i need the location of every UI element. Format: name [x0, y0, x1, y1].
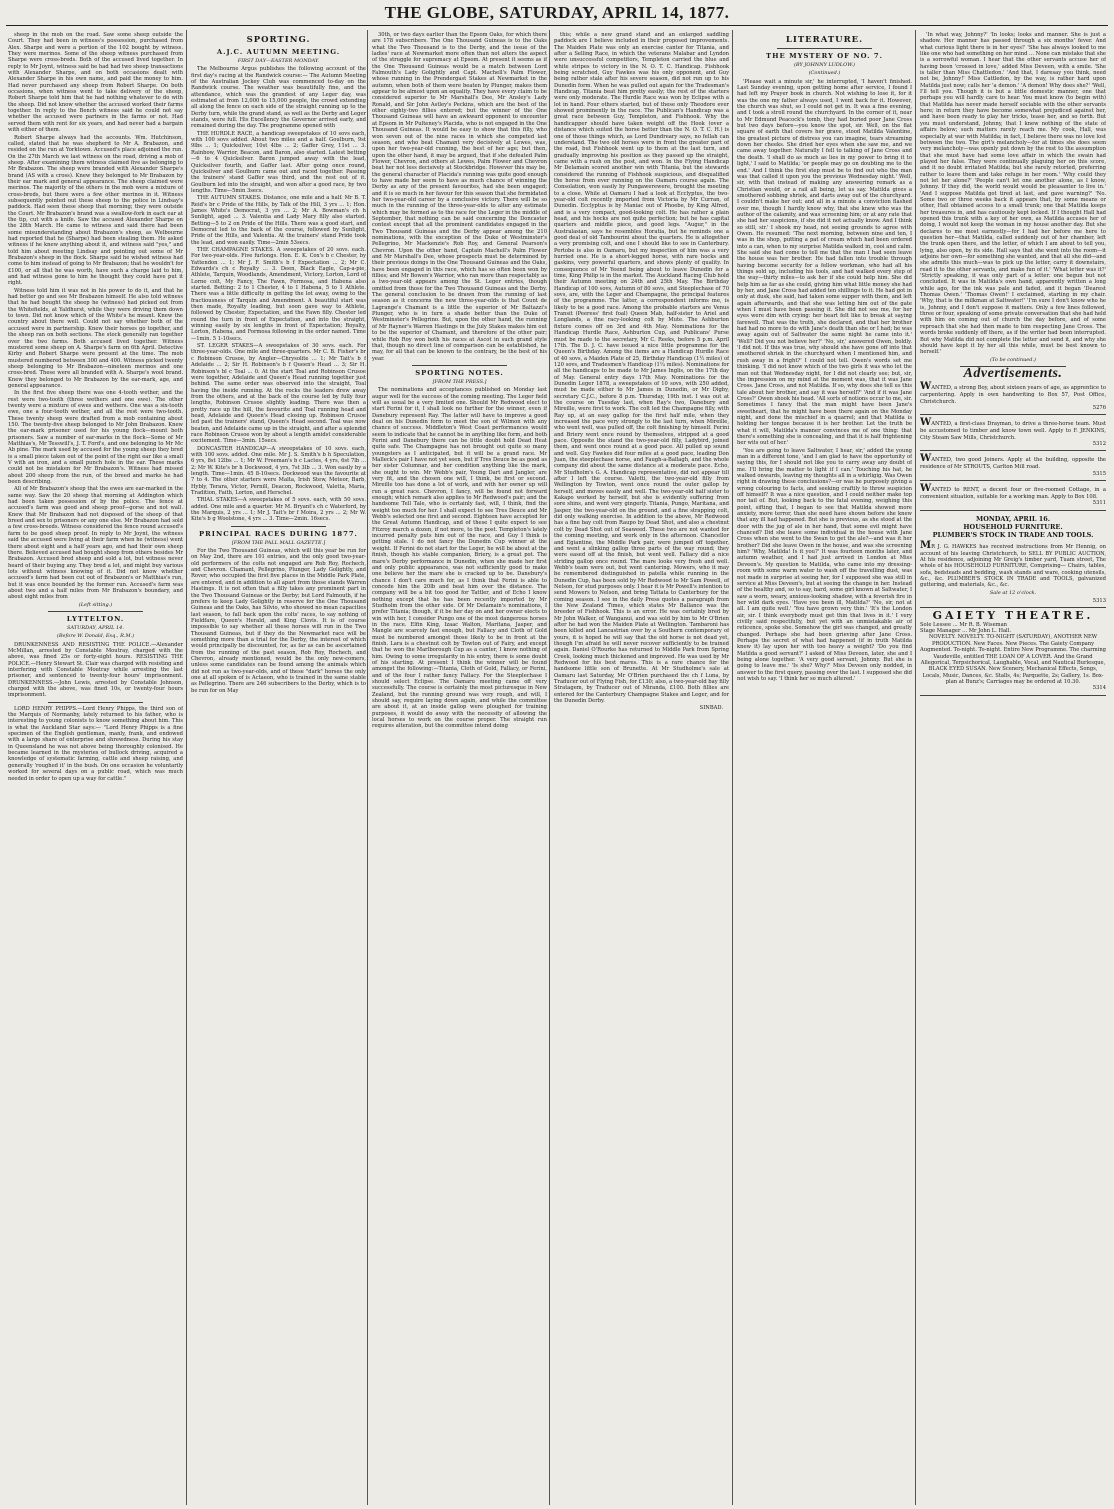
ajc-heading: A.J.C. AUTUMN MEETING.	[216, 48, 341, 56]
race-result: ST. LEGER STAKES—A sweepstakes of 30 sovs. each. For three-year-olds. One mile and three-quarters. Mr C. B. Fisher's br c Robinson Crusoe, by Angler—Chrysolite ... 1; Mr Tait's b f Adelaide ... 2; Sir H. Robinson's b f Queen's Head ... 3; Sir H. Robinson's bl c Toal ... 0. At the start Toal and Robinson Crusoe were together, Adelaide and Queen's Head running together just behind. The same order was observed into the straight, Toal having the inside running. At the rocks the leaders drew away from the others, and at the back of the course led by fully four lengths, Robinson Crusoe slightly leading. There was then a pretty race up the hill, the favourite and Toal running head and head, Adelaide and Queen's Head closing up. Robinson Crusoe led past the trainers' stand, Queen's Head second. Toal was now beaten, and Adelaide came up in the straight, and after a splendid race Robinson Crusoe won by about a length amidst considerable excitement. Time—3min. 15secs.	[191, 343, 366, 445]
continued-note: (Continued.)	[808, 70, 841, 77]
lyttelton-heading: LYTTELTON.	[66, 614, 125, 623]
column-divider	[915, 30, 916, 1505]
ad-number: 5311	[1092, 500, 1106, 507]
advertisements-heading: Advertisements.	[963, 365, 1063, 381]
drop-cap: W	[920, 381, 932, 393]
column-divider	[186, 30, 187, 1505]
section-separator	[412, 365, 507, 366]
column-divider	[732, 30, 733, 1505]
ad-text: ANTED, a strong Boy, about sixteen years of age, as apprentice to carpentering. Apply in own handwriting to Box 57, Post Office, Christchurch.	[920, 385, 1106, 405]
classified-ad	[920, 415, 1106, 451]
court-report-text: Robert Sharpe always had the accounts. Wm. Hutchinson, called, stated that he was shepherd to Mr A. Brabazon, and resided on the run at Yorktown. Accused's place adjoined the run. On the 27th March we last witness on the road, driving a mob of sheep. After examining them witness claimed five as belonging to Mr Brabazon. The sheep were branded with Alexander Sharpe's brand (AS with a cross). Knew they belonged to Mr Brabazon by their ear mark and general appearance. The sheep claimed were merinos. The majority of the others in the mob were a mixture of cross-breds, but there were a few other merinos in it. Witness subsequently pointed out these sheep to the police in Lindsay's paddock. Had seen these sheep that morning; they were outside the Court. Mr Brabazon's brand was a swallow-fork in each ear at the tip, cut with a knife. Saw the accused Alexander Sharpe on the 28th March. He came to witness and said there had been some misunderstanding about Brabazon's sheep, as Welbourne had reported that he (Sharpe) had been stealing them. He asked witness if he knew anything about it, and witness said "yes," and told him about meeting Lindsay and pointing out some of Mr Brabazon's sheep in the flock. Sharpe said he wished witness had come to him instead of going to Mr Brabazon; that he wouldn't for £100, or all that he was worth, have such a charge laid to him, and had witness gone to him he thought they could have put it right.	[8, 134, 183, 287]
auction-heading: HOUSEHOLD FURNITURE.	[963, 523, 1063, 531]
drop-cap: W	[920, 453, 932, 465]
signoff: SINBAD.	[699, 705, 723, 712]
column-divider	[367, 30, 368, 1505]
column-2	[191, 32, 366, 1502]
ad-number: 5276	[1092, 404, 1106, 411]
drop-cap: W	[920, 482, 932, 494]
classified-ad	[920, 451, 1106, 481]
auction-heading: PLUMBER'S STOCK IN TRADE AND TOOLS.	[932, 531, 1094, 540]
lyttelton-date: SATURDAY, APRIL 14.	[67, 624, 124, 631]
story-text: 'Please wait a minute sir,' he interrupted, 'I haven't finished. Last Sunday evening, upon getting home after service, I found I had left my Prayer book in church. Not wishing to lose it, for it was the one my father always used, I went back for it. However, the church was shut, so I could not get in. It was a fine evening, and I took a stroll round the churchyard. In the corner of it, near to Mr Edmund Peacock's tomb, they had buried poor Jane Cross but two days before—you know the spot, sir. Well, on the flat square of earth that covers her grave, stood Matilda Valentine, the greatest picture of distress you can imagine, tears streaming down her cheeks. She dried her eyes when she saw me, and we came away together. Naturally I fell to talking of Jane Cross and the death. 'I shall do as much as lies in my power to bring it to light,' I said to Matilda; 'or people may go on doubting me to the end.' And I think the first step must be to find out who the man was that called it upon you the previous Wednesday night.' Well, sir, with that instead of making any answering remark as a Christian would, or a rail all being, let us say. Matilda gives a smothered sobbing shriek, and darts away out of the churchyard. I couldn't make her out; and all in a minute a conviction flashed over me, though I hardly know why, that she knew who was the author of the calamity, and was screening him; or at any rate that she had her suspicions, if she did it not actually know. And I think so still, sir.' I shook my head, not seeing grounds to agree with Owen. He resumed: 'The next morning, between nine and ten, I was in the shop, putting a pat of cream which had been ordered into a can, when to my surprise Matilda walked in, cool and calm. She said she had come to tell me that the man I had seen leave the house was her brother. He had fallen into trouble through having become security for a fellow workman, who had all his things sold up, including his tools, and had walked every step of the way—thirty miles—to ask her if she could help him. She did help him as far as she could, giving him what little money she had by her, and Jane Cross had added ten shillings to it. He had got in only at dusk, she said, had taken some supper with them, and left again afterwards, and that she was letting him out of the gate when I must have been passing it. She did not see me, for her eyes were dim with crying: her heart felt like to break at saying farewell. That was the truth, she declared, and that her brother had had no more to do with Jane's death than she or I had; he was away again out of Saltwater the same night he came into it.' 'Well? Did you not believe her?' 'No, sir,' answered Owen, boldly. 'I did not. If this was true, why should she have gone off into that smothered shriek in the churchyard when I mentioned him, and rush away in a fright?' I could not tell. Owen's words set me thinking. 'I did not know which of the two girls it was who let the man out that Wednesday night, for I did not clearly see; but, sir, the impression on my mind at the moment was, that it was Jane Cross. Jane Cross, and not Matilda. If so, why does she tell us this tale about her brother, and say it was herself?' 'And if it was Jane Cross?' Owen shook his head. 'All sorts of notions occur to me, sir. Sometimes I fancy that the man might have been Jane's sweetheart, that he might have been there again on the Monday night, and done the mischief in a quarrel; and that Matilda is holding her tongue because it is her brother. Let the truth be what it will, Matilda's manner convinces me of one thing: that there's something she is concealing, and that it is half frightening her wits out of her.'	[737, 78, 912, 447]
section-separator	[231, 526, 326, 527]
race-result: THE HURDLE RACE, a handicap sweepstakes of 10 sovs each, with 100 sovs added. About two miles and a half. Goulburn, 9st 9lbs ... 1; Quicksilver, 10st 4lbs ... 2; Gaffer Grey, 11st ... 3. Rainbow, Warrior, Beacon, and Baron, also started. Latest betting—6 to 4 Quicksilver. Baron jumped away with the lead, Quicksilver fourth, and Gaffer last. After going once round, Quicksilver and Goulburn came out and raced together. Passing the trainers' stand Gaffer was third, and the rest out of it. Goulburn led into the straight, and won after a good race, by two lengths. Time—5min 3secs.	[191, 130, 366, 194]
court-report-text: In the first five sheep there was one 4-tooth wether, and the rest were two-tooth (three wethers and one ewe). The other twenty were a mixture of ewes and wethers. One was a six-tooth ewe, one a four-tooth wether, and all the rest were two-tooth. These twenty sheep were drafted from a mob containing about 150. The twenty-five sheep belonged to Mr John Brabazon. Knew the ear-mark prisoner used for his young flock—mount both prisoners. Saw a number of ear-marks in the flock—Some of Mr Matthias's, Mr Tesswill's, J. T. Ford's, and one belonging to Mr Mc Ab pine. The mark used by accused for the young sheep they bred is a small piece taken out of the point of the right ear like a small V with an iron, and a small punch hole in the ear. These marks could not be mistaken for Mr Brabazon's. Witness had missed about 200 sheep from the run, of the breed and marks he had been describing.	[8, 390, 183, 486]
sporting-text: The Melbourne Argus publishes the following account of the first day's racing at the Randwick course:— The Autumn Meeting of the Australian Jockey Club was commenced to-day on the Randwick course. The weather was beautifully fine, and the attendance, which was the grandest of any Leger day, was estimated at from 12,000 to 15,000 people, the crowd extending all along the fence on each side of the straight running up to the Derby turn, while the grand stand, as well as the Derby and Leger stands, were full. His Excellency the Governor arrived early, and remained during the day. The programme opened with	[191, 66, 366, 130]
auction-sale-time: Sale at 12 o'clock.	[989, 589, 1037, 596]
ad-text: ANTED, a first-class Drayman, to drive a three-horse team. Must be accustomed to timber and know town well. Apply to F. JENKINS, City Steam Saw Mills, Christchurch.	[920, 421, 1106, 441]
court-report-text: Witness told him it was not in his power to do it, and that he had better go and see Mr Brabazon himself. He also told witness that he had bought the sheep he (witness) had picked out from the Whitefields, at Yaldhurst, while they were driving them down to town. Did not know which of the White's he meant. Knew the country about there well. Could not say whether both of the accused were in partnership. Knew their horses go together, and the sheep ran on both sections. The stock generally ran together over the two farms. Both accused lived together. Witness mustered some sheep on A. Sharpe's farm on 6th April. Detective Kirby and Robert Sharpe were present at the time. The mob mustered numbered between 300 and 400. Witness picked twenty sheep belonging to Mr Brabazon—nineteen merinos and one cross-bred. These were all branded with A. Sharpe's wool brand. Knew they belonged to Mr Brabazon by the ear-mark, age, and general appearance.	[8, 287, 183, 389]
column-1	[8, 32, 183, 1502]
section-separator	[777, 48, 872, 49]
auction-ad	[920, 511, 1106, 609]
column-6	[920, 32, 1106, 1502]
theatre-lessee: Sole Lessee ... Mr R. B. Wiseman	[920, 621, 1008, 628]
section-separator	[48, 611, 143, 612]
story-text: 'In what way, Johnny?' 'In looks; looks and manner. She is just a shadow. Her manner has passed through a six months' fever. And what curious light there is in her eyes!' 'She has always looked to me like one who had something on her mind ... None can mistake that she is a sorrowful woman. I hear that the other servants accuse her of having been 'crossed in love,' added Miss Deveen, with a smile. 'She is taller than Miss Chattledon.' 'And that, I daresay you think, need not be, Johnny!' Miss Cattledon, by the way, is rather hard upon Matilda just now; calls her 'a demon.' 'A demon! Why does she?' 'Well, I'll tell you. Though it is but a little domestic manner, one that perhaps you will hardly care to hear. You must know (to begin with) that Matilda has never made herself sociable with the other servants here; in return they have become somewhat prejudiced against her, and have been ready to play her tricks, tease her, and so forth. But you must understand, Johnny, that I knew nothing of the state of affairs below; such matters rarely reach me. My cook, Hall, was especially at war with Matilda; in fact, I believe there was no love lost between the two. The girl's melancholy—for at times she does seem very melancholy—was openly put down by the rest to the assumption that she must have had some love affair in which the swain had played her false. They were continually plaguing her on this score, and it no doubt irritated Matilda; but she rarely retorted, preferring rather to leave them and take refuge in her room.' 'Why could they not let her alone?' 'People can't let one another alone, as I know, Johnny. If they did, the world would would be pleasanter to live in.' 'And I suppose Matilda got tired at last, and gave warning?' 'No. Some two or three weeks back it appears that, by some means or other, Hall obtained access to a small trunk; one that Matilda keeps her treasures in, and has cautiously kept locked. If I thought Hall had opened this trunk with a key of her own, as Matilda accuses her of doing, I would not keep the woman in my house another day. But she declares to me most earnestly—for I had her before me here to question her—that Matilda, called suddenly out of her chamber, left the trunk open there, and the letter, of which I am about to tell you, lying, also open, by its side. Hall says that she went into the room—it adjoins her own—for something she wanted, and that all she did—and she admits this much—was to pick up the letter, carry it downstairs, read it to the other servants, and make fun of it.' 'What letter was it?' 'Strictly speaking, it was only part of a letter: one begun but not concluded. It was in Matilda's own hand, apparently written a long while ago, for the ink was pale and faded, and it began 'Dearest Thomas Owen.' 'Thomas Owen!' I exclaimed, starting in my chair. 'Why, that is the milkman at Saltwater!' 'I'm sure I don't know who he is, Johnny, and I don't suppose it matters. Only a few lines followed, three or four, speaking of some private conversation that she had held with him on coming out of church the day before, and of some reproach that she had then made to him respecting Jane Cross. The words broke suddenly off there, as if the writer had been interrupted. But why Matilda did not complete the letter and send it, and why she should have kept it by her all this while, must be best known to herself.'	[920, 32, 1106, 356]
story-title: THE MYSTERY OF NO. 7.	[766, 52, 883, 60]
ad-text: ANTED, two good Joiners. Apply at the building, opposite the residence of Mr STROUTS, Carlton Mill road.	[920, 457, 1106, 471]
story-author: (BY JOHNNY LUDLOW.)	[793, 62, 856, 68]
sporting-notes-text: The nominations and acceptances published on Monday last augur well for the success of the coming meeting. The Leger field will as usual be a very limited one. Should Mr Redwood elect to start Ferini for it, I shall look no further for the winner, even if Danebury represent Ray. The latter will have to improve a good deal on his Dunedin form to meet the son of Wilmon with any chance of success. Middleton's West Coast performances would seem to indicate that he cannot be in anything like form, and both Ferini and Danebury there can be little doubt hold Dead Heat quite safe. The Champagne has not brought out quite so many youngsters as I anticipated, but it will be a grand race. Mr Malleck's pair I have not yet seen, but if Tres Deuce be as good as her sister Columnar, and her condition anything like the mark, she ought to win. Mr Webb's pair, Young Dart and Jangler, are very fit, and the chosen one will, I think, be first or second. Mireille too has done a lot of work, and with her owner up will run a great race. Chevron, I fancy, will be found not forward enough; which remark also applies to Mr Redwood's pair; and the handsome Tell Tale, who is certainly fast, will, I think, find the weight too much for her. I shall expect to see Tres Deuce and Mr Webb's selected one first and second. Eighteen have accepted for the Great Autumn Handicap, and of these I quite expect to see Fitzroy march a dozen, if not more, to the post. Templeton's lately incurred penalty puts him out of the race, and Guy I think is getting stale. I do not fancy the Dunedin Cup winner at the weight. If Ferini do not start for the Leger, he will be about at the finish, though his stable companion, Briery, is a great pot. The mare's Derby performance in Dunedin, when she made her first and only public appearance, was not sufficiently good to make one believe her the mare she is cracked up to be. Danebury's chance I don't care much for, as I think that Ferini is able to concede him the 20lb and beat him over the distance. The company will be a bit too good for Tattler, and of Echo I know nothing except that he has been recently imported by Mr Studholm from the other side. Of Mr Delamain's nominations, I prefer Titania; though, if it be her day on and her owner elects to win with her, I consider Pungo one of the most dangerous horses in the race. Elfin King, Izaac Walton, Maritana, Jasper, and Mangle are scarcely fast enough, but Fallacy and Cloth of Gold must be numbered amongst those likely to be in front at the finish. Lara is a chestnut colt by Towton out of Fairy, and except that he won the Marlborough Cup as a canter, I know nothing of him. Owing to some irregularity in his entry, there is some doubt of his starting. At present I think the winner will be found amongst the following:—Titania, Cloth of Gold, Fallacy, or Ferini, and of the four I rather fancy Fallacy. For the Steeplechase I should select Eclipse. The Oamaru meeting came off very successfully. The course is certainly the most picturesque in New Zealand, but the running ground was very rough, and will, I should say, require laying down again, and while the committee are about it, at an inside gallop were ploughed for training purposes, it would do away with the necessity of allowing the local horses to work on the course proper. The straight run requires alteration, but the committee intend doing	[372, 387, 547, 730]
court-report-text: All of Mr Brabazon's sheep that the ewes are ear-marked in the same way. Saw the 20 sheep that morning at Addington which had been taken possession of by the police. The fence at accused's farm was good and sheep proof—gorse and not wall. Knew that Mr Brabazon had not disposed of the sheep of that breed and sex to prisoners or any one else. Mr Brabazon had sold a few cross-breeds. Witness considered the fence round accused's farm to be good sheep proof. In reply to Mr Joynt, the witness said the accused were living at their farm when he (witness) went there about eight and a half years ago, and had their own sheep there. Believed accused had bought sheep from others besides Mr Brabazon. Accused bred sheep and sold a lot, but witness never heard of their buying any. They bred a lot, and might buy various lots without witness knowing of it. Did not know whether accused's farm had been cut out of Brabazon's or Matthias's run, but it was once bounded by the former run. Accused's farm was about two and a half miles from Mr Brabazon's boundary, and about eight miles from	[8, 486, 183, 601]
theatre-title: GAIETY THEATRE.	[932, 609, 1094, 623]
column-4	[554, 32, 729, 1502]
race-result: THE CHAMPAGNE STAKES. A sweepstakes of 20 sovs. each. For two-year-olds. Five furlongs. Hon. E. K. Cox's b c Chester, by Yattendon ... 1; Mr J. F. Smith's b f Expectation ... 2; Mr C. Edwards's ch c Royalty ... 3. Deen, Black Eagle, Cap-a-pie, Athlete, Tarquin, Woodlands, Amendment, Victory, Lorton, Lord of Lorne colt, My Fancy, The Fawn, Formosa, and Habena also started. Betting: 2 to 1 Chester, 4 to 1 Habena, 5 to 1 Athlete. There was a little difficulty in getting the lot away, owing to the fractiousness of Tarquin and Amendment. A beautiful start was then made, Royalty leading, but soon gave way to Athlete, followed by Chester, Expectation, and the Fawn filly. Chester led round the turn in front of Expectation, and into the straight, winning easily by six lengths in front of Expectation; Royalty, Lorton, Habena, and Formosa following in the order named. Time—1min. 5 1-10secs.	[191, 246, 366, 342]
principal-races-heading: PRINCIPAL RACES DURING 1877.	[199, 529, 358, 538]
theatre-text: NOVELTY. NOVELTY. TO-NIGHT (SATURDAY), ANOTHER NEW PRODUCTION. New Faces. New Pieces. The Gaiety Company Augmented. To-night. To-night. Entire New Programme. The charming Vaudeville, entitled THE LOAN OF A LOVER. And the Grand Allegorical, Terpsichorical, Laughable, Vocal, and Nautical Burlesque, BLACK EYED SUSAN. New Scenery, Mechanical Effects, Songs, Locals, Music, Dances, &c. Stalls, 4s; Parquette, 2s; Gallery, 1s. Box-plan at Bunz's; Carriages may be ordered at 10.30.	[920, 634, 1106, 685]
first-day-heading: FIRST DAY—EASTER MONDAY.	[237, 58, 320, 64]
sporting-notes-heading: SPORTING NOTES.	[415, 368, 504, 377]
phipps-paragraph: LORD HENRY PHIPPS.—Lord Henry Phipps, the third son of the Marquis of Normanby, lately returned to his father, who is interesting to young colonists to know something about him. This is what the Auckland Star says:— "Lord Henry Phipps is a fine specimen of the English gentleman, manly, frank, and endowed with a large share of enterprise and shrewdness. During his stay in Queensland he was not above being thoroughly colonised. He became learned in the mysteries of bullock driving, acquired a knowledge of systematic farming, cattle and sheep raising, and generally 'roughed it' in the bush. On one occasion he voluntarily worked for several days on a public road, which was much needed in order to open up a way for cattle."	[8, 705, 183, 782]
ad-number: 5312	[1092, 440, 1106, 447]
ad-number: 5315	[1092, 470, 1106, 477]
sporting-notes-text: this; while a new grand stand and an enlarged saddling paddock are I believe included in their proposed improvements. The Maiden Plate was only an exercise canter for Titania, and after a Selling Race, in which the veterans Malabar and Lyndon were unsuccessful competitors, Templeton carried the blue and white stripes to victory in the N. O. T. C. Handicap. Fishhook being scratched, Guy Fawkes was his only opponent, and Guy being rather stale after his severe season, did not run up to his Dunedin form. When he was pulled out again for the Tradesman's Handicap, Titania beat him pretty easily; the rest of the starters were only moderate. The Hurdle Race was won by Eclipse with a lot in hand. Four others started, but of these only Theodore ever showed prominently in the race. The Publican's Handicap was a great race between Guy, Templeton, and Fishhook. Why the handicapper should have taken weight off the Hook (over a distance which suited the horse better than the N. O. T. C. H.) is one of those things which, as Lord Dundreary says, no fellah can understand. The two old horses were in front the greater part of the road, but Fishhook went up to them at the last turn, and gradually improving his position as they passed up the straight, came with a rush on the post, and won. In the Flying Handicap Mr Delamain scored another win with Titania, but the stewards considered the running of Fishhook suspicious, and disqualified the horse from ever running on the Oamaru course again. The Consolation, won easily by Pungawerewere, brought the meeting to a close. While at Oamaru I had a look at Ecclyptus, the two-year-old colt recently imported from Victoria by Mr Curran, of Dunedin. Ecclyptus is by Maniac out of Phoebe, by King Alfred, and is a very compact, good-looking colt. He has rather a plain head, and his hocks are not quite perfection; but he has capital quarters and middle piece, and good legs. "Augur," in the Australasian, says he resembles Horatia, but he reminds one a good deal of old Tambourini about the quarters. He is altogether a very promising colt, and one I should like to see in Canterbury. Pertobe is also in Oamaru, but my inspection of him was a very hurried one. He is a short-legged horse, with rare hocks and gaskins, very powerful quarters, and shows plenty of quality. In consequence of Mr Yeend being about to leave Dunedin for a time, King Philip is in the market. The Auckland Racing Club hold their Autumn meeting on 24th and 25th May. The Birthday Handicap of 100 sovs, Autumn of 80 sovs, and Steeplechase of 70 sovs, are, with the Leger and Champagne, the principal features of the programme. The latter, a correspondent informs me, is likely to be a good race. Among the probable starters are Venus Transit (Peeress' first foal) Queen Mab, half-sister to Ariel and Longlands, a fine racy-looking colt by Mute. The Ashburton fixture comes off on 3rd and 4th May. Nominations for the Handicap Hurdle Race, Ashburton Cup, and Publicans' Purse must be made to the secretary, Mr C. Reeks, before 5 p.m. April 17th. The D. J. C. have issued a nice little programme for the Queen's Birthday. Among the items are a Handicap Hurdle Race of 40 sovs, a Maiden Plate of 25, Birthday Handicap (1½ miles) of 120 sovs, and Tradesmen's Handicap (1¼ miles). Nominations for all the handicaps to be made to Mr James Inglis, on the 17th day of May. General entry days 17th May. Nominations for the Dunedin Leger 1878, a sweepstakes of 10 sovs, with 250 added, must be made either to Mr James in Dunedin, or Mr Digby, secretary C.J.C., before 8 p.m. Thursday, 19th inst. I was out at the course on Tuesday last, when Ray's two, Danebury and Mireille, were first to work. The colt led the Champagne filly, with Ray up, at an easy gallop for the first half mile, when they increased the pace very strongly to the last turn, when Mireille, who went well, was pulled off, the colt finishing by himself. Ferini and Briery went once round by themselves, stripped at a good pace. Opposite the stand the two-year-old filly, Ladybird, joined them, and went once round at a good pace. All pulled up sound and well. Guy Fawkes did four miles at a good pace, leading Don Juan, the steeplechase horse, and Faugh-a-Ballagh, and the whole company did about the same distance at a moderate pace. Echo, Mr Studholm's G. A. Handicap representative, did not appear till after I left the course. Valetti, the two-year-old filly from Wellington by Towton, went once round the outer gallop by herself, and moves easily and well. The two-year-old half sister to Kakapo worked by herself, but she is evidently suffering from sore shins, and went very gingerly. Titania, Pungo, Maritana, and Jasper, the two-year-old on the ground, and a fine strapping colt, did only walking exercise. In addition to the above, Mr Redwood has a fine bay colt from Raupo by Dead Shot, and also a chestnut colt by Dead Shot out of Seaweed. These two are not wanted for the coming meeting, and work only in the afternoon. Chancellor and Egiantine, the Middle Park pair, were jumped off together, and went a slinking gallop three parts of the way round; they were eased off at the finish, but went well. Fallacy did a nice striding gallop once round. The mare looks very fresh and well. Webb's team were out, but went cantering. Mowers, who it may be remembered distinguished in patella while running in the Dunedin Cup, has been sold by Mr Redwood to Mr Sam Powell, of Nelson, for stud purposes only. I hear it is Mr Powell's intention to send Mowers to Nelson, and bring Tattata to Canterbury for the coming season. I see in the daily Press quotes a paragraph from the New Zealand Times, which states Mr Ballance was the breeder of Fishhook. This is an error. He was certainly bred by Mr John Walker, of Wanganui, and was sold by him to Mr O'Brien after he had won the Maiden Plate at Wellington. Tambaroni has been killed and Lancastrian over by a Southern contemporary of yours, it is hoped he will say that the old horse is not dead yet, though I'm afraid he will never recover sufficiently to be trained again. Daniel O'Rourke has returned to Middle Park from Spring Creek, looking much thickened and improved. He was used by Mr Redwood for his best mares. This is a rare chance for the handsome little son of Brunette. At Mr Studholme's sale at Oamaru last Saturday, Mr O'Brien purchased the ch f Luna, by Traducer out of Flying Fish, for £130; also, a two-year-old bay filly Stratagem, by Traducer out of Miranda, £100. Both fillies are entered for the Canterbury Champagne Stakes and Leger, and for the Dunedin Derby.	[554, 32, 729, 705]
literature-heading: LITERATURE.	[785, 35, 864, 45]
ad-number: 5314	[1092, 685, 1106, 692]
column-5	[737, 32, 912, 1502]
race-result: THE AUTUMN STAKES. Distance, one mile and a half. Mr B. T. Reid's br c Pride of the Hills, by Talk of the Hill, 3 yrs ... 1; Hon. James White's Democrat, 3 yrs ... 2; Mr A. Bowman's ch h Sunlight, aged ... 3. Valentia and Lady Mary filly also started. Betting—5 to 2 on Pride of the Hills. There was a good start, and Democrat led to the back of the course, followed by Sunlight, Pride of the Hills, and Valentia. At the trainers' stand Pride took the lead, and won easily. Time—2min 53secs.	[191, 195, 366, 246]
principal-races-text: 30th, or two days earlier than the Epsom Oaks, for which there are 178 subscribers. The One Thousand Guineas is to the Oaks what the Two Thousand is to the Derby, and the issue of the ladies' race at Newmarket more often than not alters the aspect of the struggle for supremacy at Epsom. At present it seems as if the One Thousand Guineas would be a match between Lord Falmouth's Lady Golightly and Capt. Machell's Palm Flower, whose running in the Prendergast Stakes at Newmarket in the autumn, when both of them were beaten by Plunger, makes them appear to be almost upon an equality. They have every claim to be considered superior to Mr Marshall's Dee, Mr Ansley's Lady Ronald, and Sir John Astley's Peckins, which are the best of the other eighty-two fillies entered; but the winner of the One Thousand Guineas will have an awkward opponent to encounter at Epsom in Mr Pulteney's Placida, who is not engaged in the One Thousand Guineas. It would be easy to show that this filly, who won seven out of the nine races in which she competed last season, and who beat Chamant very decisively at Lewes, was, upon her two-year-old running, the best of her age; but then, upon the other hand, it may be argued, that if she defeated Palm Flower, Chevron, and others at Lewes, Palm Flower and Chevron beat her not less decisively at Stockbridge. However this may be, the general character of Placida's running was quite good enough to have made her seem to have as much chance of winning the Derby as any of the present favourites, had she been engaged; and it is so much in her favour for this season that she formidated her two-year-old career by a conclusive victory. There will be so much in the running of the three-year-olds to alter any estimate which may be formed as to the race for the Leger in the middle of September, that nothing can be said concerning the Doncaster contest except that all the prominent candidates engaged in the Two Thousand Guineas and the Derby appear among the 210 nominations, with the exception of the Duke of Westminster's Pellegrino, Mr Mackenzie's Rob Roy, and General Pearson's Chevron. Upon the other hand, Captain Machell's Palm Flower and Mr Marshall's Dee, whose prospects must be determined by their previous doings in the One Thousand Guineas and the Oaks, have been engaged in this race, which has so often been won by fillies; and Mr Bowen's Warrior, who ran more than respectably as a two-year-old appears among the St. Leger entries, though omitted from those for the Two Thousand Guineas and the Derby. The general conclusion to be drawn from the running of last season as it concerns the new three-year-olds is that Count de Lagrange's Chamant is a little the superior of Mr Baltazzi's Plunger, who is in turn a shade better than the Duke of Westminster's Pellegrino. But, upon the other hand, the running of Mr Rayner's Warren Hastings in the July Stakes makes him out to be the superior of Chamant, and therefore of the other pair; while Rob Roy won both his races at Ascot in such grand style that, though no direct line of comparison can be established, he may, for all that can be known to the contrary, be the best of his year.	[372, 32, 547, 362]
lyttelton-text: DRUNKENNESS AND RESISTING THE POLICE.—Alexander McMillan, arrested by Constable Moutray, charged with the above, was fined 25s or forty-eight hours. RESISTING THE POLICE.—Henry Stewart St. Clair was charged with resisting and interfering with Constable Moutray while arresting the last prisoner, and sentenced to twenty-four hours' imprisonment. DRUNKENNESS.—John Lewis, arrested by Constable Johnson, charged with the above, was fined 10s, or twenty-four hours imprisonment.	[8, 641, 183, 699]
ad-number: 5313	[1092, 598, 1106, 605]
auction-text: R J. G. HAWKES has received instructions from Mr Hennig, on account of his leaving Christchurch, to SELL BY PUBLIC AUCTION, At his residence, adjoining Mr Greig's timber yard, Tuam street, The whole of his HOUSEHOLD FURNITURE, Comprising— Chairs, tables, sofa, bedsteads and bedding, wash stands and ware, cooking utensils, &c., &c. PLUMBER'S STOCK IN TRADE and TOOLS, galvanized guttering, and materials, &c., &c.	[920, 543, 1106, 589]
masthead-rule	[6, 25, 1108, 26]
court-report-text: sheep in the mob on the road. Saw some sheep outside the Court. They had been in witness's possession, purchased from Alex. Sharpe and were a portion of the 102 bought by witness. They were merinos. Some of the sheep witness purchased from Sharpe were cross-breds. Both of the accused lived together. In reply to Mr Joynt, witness said he had had two sheep transactions with Alexander Sharpe, and on both occasions dealt with Alexander Sharpe in his own name, and paid the money to him. Had never purchased any sheep from Robert Sharpe. On both occasions, when witness went to take delivery of the sheep, Robert Sharpe told him that he had nothing whatever to do with the sheep. Did not know whether the accused worked their farms together. In reply to the Bench witness said he could not say whether the accused were partners in the farms or not. Had served them with rent for six years, and had never had a bargain with either of them.	[8, 32, 183, 134]
theatre-ad	[920, 608, 1106, 695]
sporting-heading: SPORTING.	[246, 35, 311, 45]
ad-text: ANTED to RENT, a decent four or five-roomed Cottage, in a convenient situation, suitable for a working man. Apply to Box 108.	[920, 486, 1106, 500]
source-note: [FROM THE PRESS.]	[432, 378, 487, 385]
source-note: [FROM THE PALL MALL GAZETTE.]	[231, 539, 326, 546]
race-result: DONCASTER HANDICAP—A sweepstakes of 10 sovs. each, with 100 sovs. added. One mile. Mr J. S. Smith's b h Speculation, 6 yrs, 8st 12lbs ... 1; Mr W. Freeman's b c Lactes, 4 yrs, 6st 7lb ... 2; Mr W. Kite's br h Dockwood, 4 yrs, 7st 3lb ... 3. Won easily by a length. Time—1min. 45 8-10secs. Dockwood was the favourite at 7 to 4. The other starters were Malta, Irish Stew, Meteor, Barb, Hybly, Terara, Victor, Pernill, Deacon, Rockwood, Valetta, Maria, Tradition, Faith, Lorton, and Herschel.	[191, 445, 366, 497]
left-sitting-note: (Left sitting.)	[78, 601, 113, 608]
auction-date: MONDAY, APRIL 16.	[976, 514, 1050, 523]
to-be-continued-note: (To be continued.)	[989, 356, 1037, 363]
principal-races-text: For the Two Thousand Guineas, which will this year be run for on May 2nd, there are 101 entries, and the only good two-year-old performers of the colts not engaged are Rob Roy, Rochech, and Chevron. Chamant, Pellegrino, Plunger, Lady Golightly, and Rover, who occupied the first five places in the Middle Park Plate, are entered, and in addition to all apart from those stands Warren Hastings. It is not often that a filly takes any prominent part in the Two Thousand Guineas or the Derby; but Lord Falmouth, if he prefers to keep Lady Golightly in reserve for the One Thousand Guineas and the Oaks, has Silvio, who showed no mean capacities last season, to fall back upon the colts' races, to say nothing of Fieldfare, Queen's Herald, and King Clovis. It is of course impossible to say whether all these horses will run in the Two Thousand Guineas, but if they do the Newmarket race will be something more than a trial for the Derby, the interest of which would principally be discounted, for, as far as can be ascertained from the running of the past season, Rob Roy, Rochech, and Chevron, already mentioned, would be the only new-comers, unless some candidates can be found among the animals which did not run as two-year-olds, and of these "dark" horses the only one at all spoken of is Actaeon, who is trained in the same stable as Pellegrino. There are 246 subscribers to the Derby, which is to be run for on May	[191, 548, 366, 694]
lyttelton-bench: (Before W. Donald, Esq., R.M.)	[56, 633, 135, 640]
drop-cap: W	[920, 417, 932, 429]
masthead-title: THE GLOBE, SATURDAY, APRIL 14, 1877.	[384, 3, 730, 22]
classified-ad	[920, 481, 1106, 511]
race-result: TRIAL STAKES—A sweepstakes of 5 sovs. each, with 50 sovs. added. One mile and a quarter. Mr M. Bryant's ch c Waterford, by the Marquis, 2 yrs ... 1; Mr J. Tait's br f Moira, 2 yrs ... 2; Mr W. Kite's b g Woolstone, 4 yrs ... 3. Time—2min. 16secs.	[191, 497, 366, 523]
theatre-manager: Stage Manager ... Mr John L. Hall.	[920, 628, 1012, 635]
classified-ad	[920, 379, 1106, 415]
story-text: 'You are going to leave Saltwater, I hear, sir,' added the young man in a different tone, 'and I am glad to have the opportunity of saying this, for I should not like you to carry away any doubt of me. I'll bring the matter to light if I can.' Touching his hat, he walked onwards, leaving my thoughts all in a whirligig. Was Owen right in drawing these conclusions?—or was he purposely giving a wrong colouring to facts, and seeking craftily to throw suspicion off himself? It was a nice question, and I could neither make top nor tail of. But, looking back to the fatal evening, weighing this point, sifting that, I began to see that Matilda showed more anxiety, more terror, than she need have shown before she knew that any ill had happened. But she is previous, as she stood at the door with the jug of ale in her hand, that some evil might have chanced? Did she leave some individual in the house with Jane Cross when she went to the Swan to get the ale?—and was it her brother? Did she leave Owen in the house, and was she screening him? 'Why, Matilda! Is it you?' It was fourteen months later, and autumn weather, and I had just arrived in London at Miss Deveen's. My question to Matilda, who came into my dressing-room with some warm water to wash off the travelling dust, was not made in surprise at seeing her, for I supposed she was still in service at Miss Deveen's, but at seeing the change in her. Instead of the healthy and, so to say, hard, some girl known at Saltwater, I saw a worn, weary, anxious-looking shadow, with a feverish fire in her wild dark eyes. 'Have you been ill, Matilda?' 'No, sir, not at all. I am quite well.' 'You have grown very thin.' 'It's the London air, sir. I think everybody must get thin that lives in it.' I very civilly said respectfully, but yet with an unmistakable air of reticence, spoke she. Somehow the girl was changed, and greatly changed. Perhaps she had been grieving after Jane Cross. Perhaps the secret of what had happened (if in truth Matilda knew it) lay upon her with too heavy a weight? 'Do you find Matilda a good servant?' I asked of Miss Deveen, later, she and I being alone together. 'A very good servant, Johnny. But she is going to leave me.' 'Is she? Why?' Miss Deveen only nodded, in answer to the first query, passing over the last. I supposed she did not wish to say. 'I think her so much altered.'	[737, 447, 912, 682]
section-separator	[48, 702, 143, 703]
column-3	[372, 32, 547, 1502]
drop-cap: M	[920, 539, 932, 551]
column-divider	[549, 30, 550, 1505]
